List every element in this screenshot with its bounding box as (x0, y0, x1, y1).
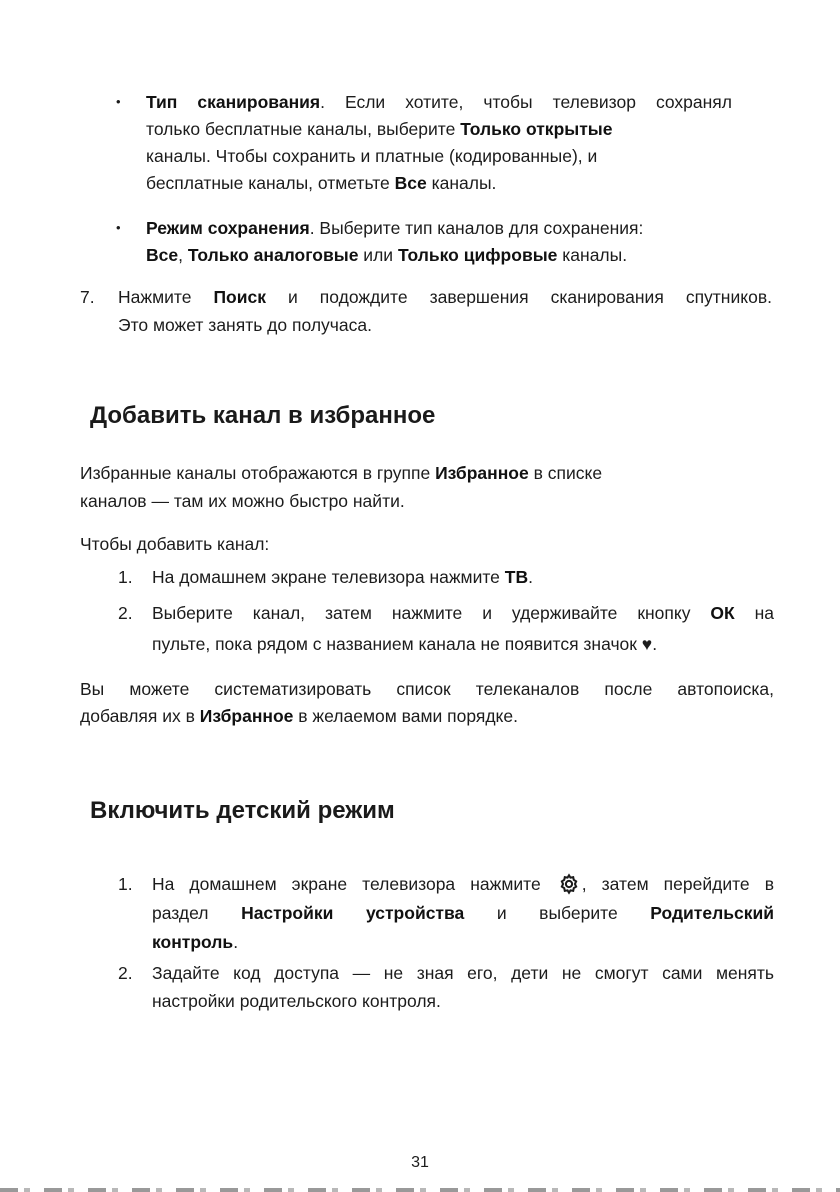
bullet-1-line-1: Тип сканирования. Если хотите, чтобы телевизор сохранял (146, 92, 732, 112)
bold-term: Все (394, 173, 427, 193)
bullet-2-line-1: Режим сохранения. Выберите тип каналов для сохранения: (146, 218, 644, 238)
step-number: 7. (80, 287, 95, 307)
paragraph-line: Избранные каналы отображаются в группе Избранное в списке (80, 463, 603, 483)
step-line: раздел Настройки устройства и выберите Родительский (152, 903, 774, 923)
bullet-1-line-3: каналы. Чтобы сохранить и платные (кодированные), и (146, 146, 598, 166)
step-number: 1. (118, 874, 133, 894)
step-line: настройки родительского контроля. (152, 991, 441, 1011)
bullet-1-line-2: только бесплатные каналы, выберите Только открытые (146, 119, 613, 139)
section-title: Включить детский режим (90, 797, 395, 824)
step-number: 2. (118, 963, 133, 983)
step-line: Задайте код доступа — не зная его, дети не смогут сами менять (152, 963, 774, 983)
step-line: На домашнем экране телевизора нажмите , затем перейдите в (152, 874, 774, 894)
paragraph-line: Вы можете систематизировать список телеканалов после автопоиска, (80, 679, 774, 699)
bullet-1-line-4: бесплатные каналы, отметьте Все каналы. (146, 173, 497, 193)
paragraph-line: Чтобы добавить канал: (80, 534, 270, 554)
bullet-2-line-2: Все, Только аналоговые или Только цифровые каналы. (146, 245, 628, 265)
paragraph-line: добавляя их в Избранное в желаемом вами порядке. (80, 706, 519, 726)
step-number: 1. (118, 567, 133, 587)
step-line: На домашнем экране телевизора нажмите ТВ. (152, 567, 533, 587)
step-line: Выберите канал, затем нажмите и удерживайте кнопку ОК на (152, 603, 774, 623)
gear-icon (558, 873, 580, 895)
bold-term: Режим сохранения (146, 218, 310, 238)
paragraph-line: каналов — там их можно быстро найти. (80, 491, 405, 511)
step-line: контроль. (152, 932, 239, 952)
section-title: Добавить канал в избранное (90, 402, 436, 429)
bold-term: Только открытые (460, 119, 613, 139)
step-line: пульте, пока рядом с названием канала не появится значок ♥. (152, 634, 658, 654)
step-7-line-1: Нажмите Поиск и подождите завершения сканирования спутников. (118, 287, 772, 307)
bullet-marker: • (116, 220, 121, 235)
bold-term: Тип сканирования (146, 92, 321, 112)
bullet-marker: • (116, 94, 121, 109)
step-7-line-2: Это может занять до получаса. (118, 315, 372, 335)
page-number: 31 (411, 1154, 429, 1171)
footer-divider (0, 1188, 840, 1192)
step-number: 2. (118, 603, 133, 623)
